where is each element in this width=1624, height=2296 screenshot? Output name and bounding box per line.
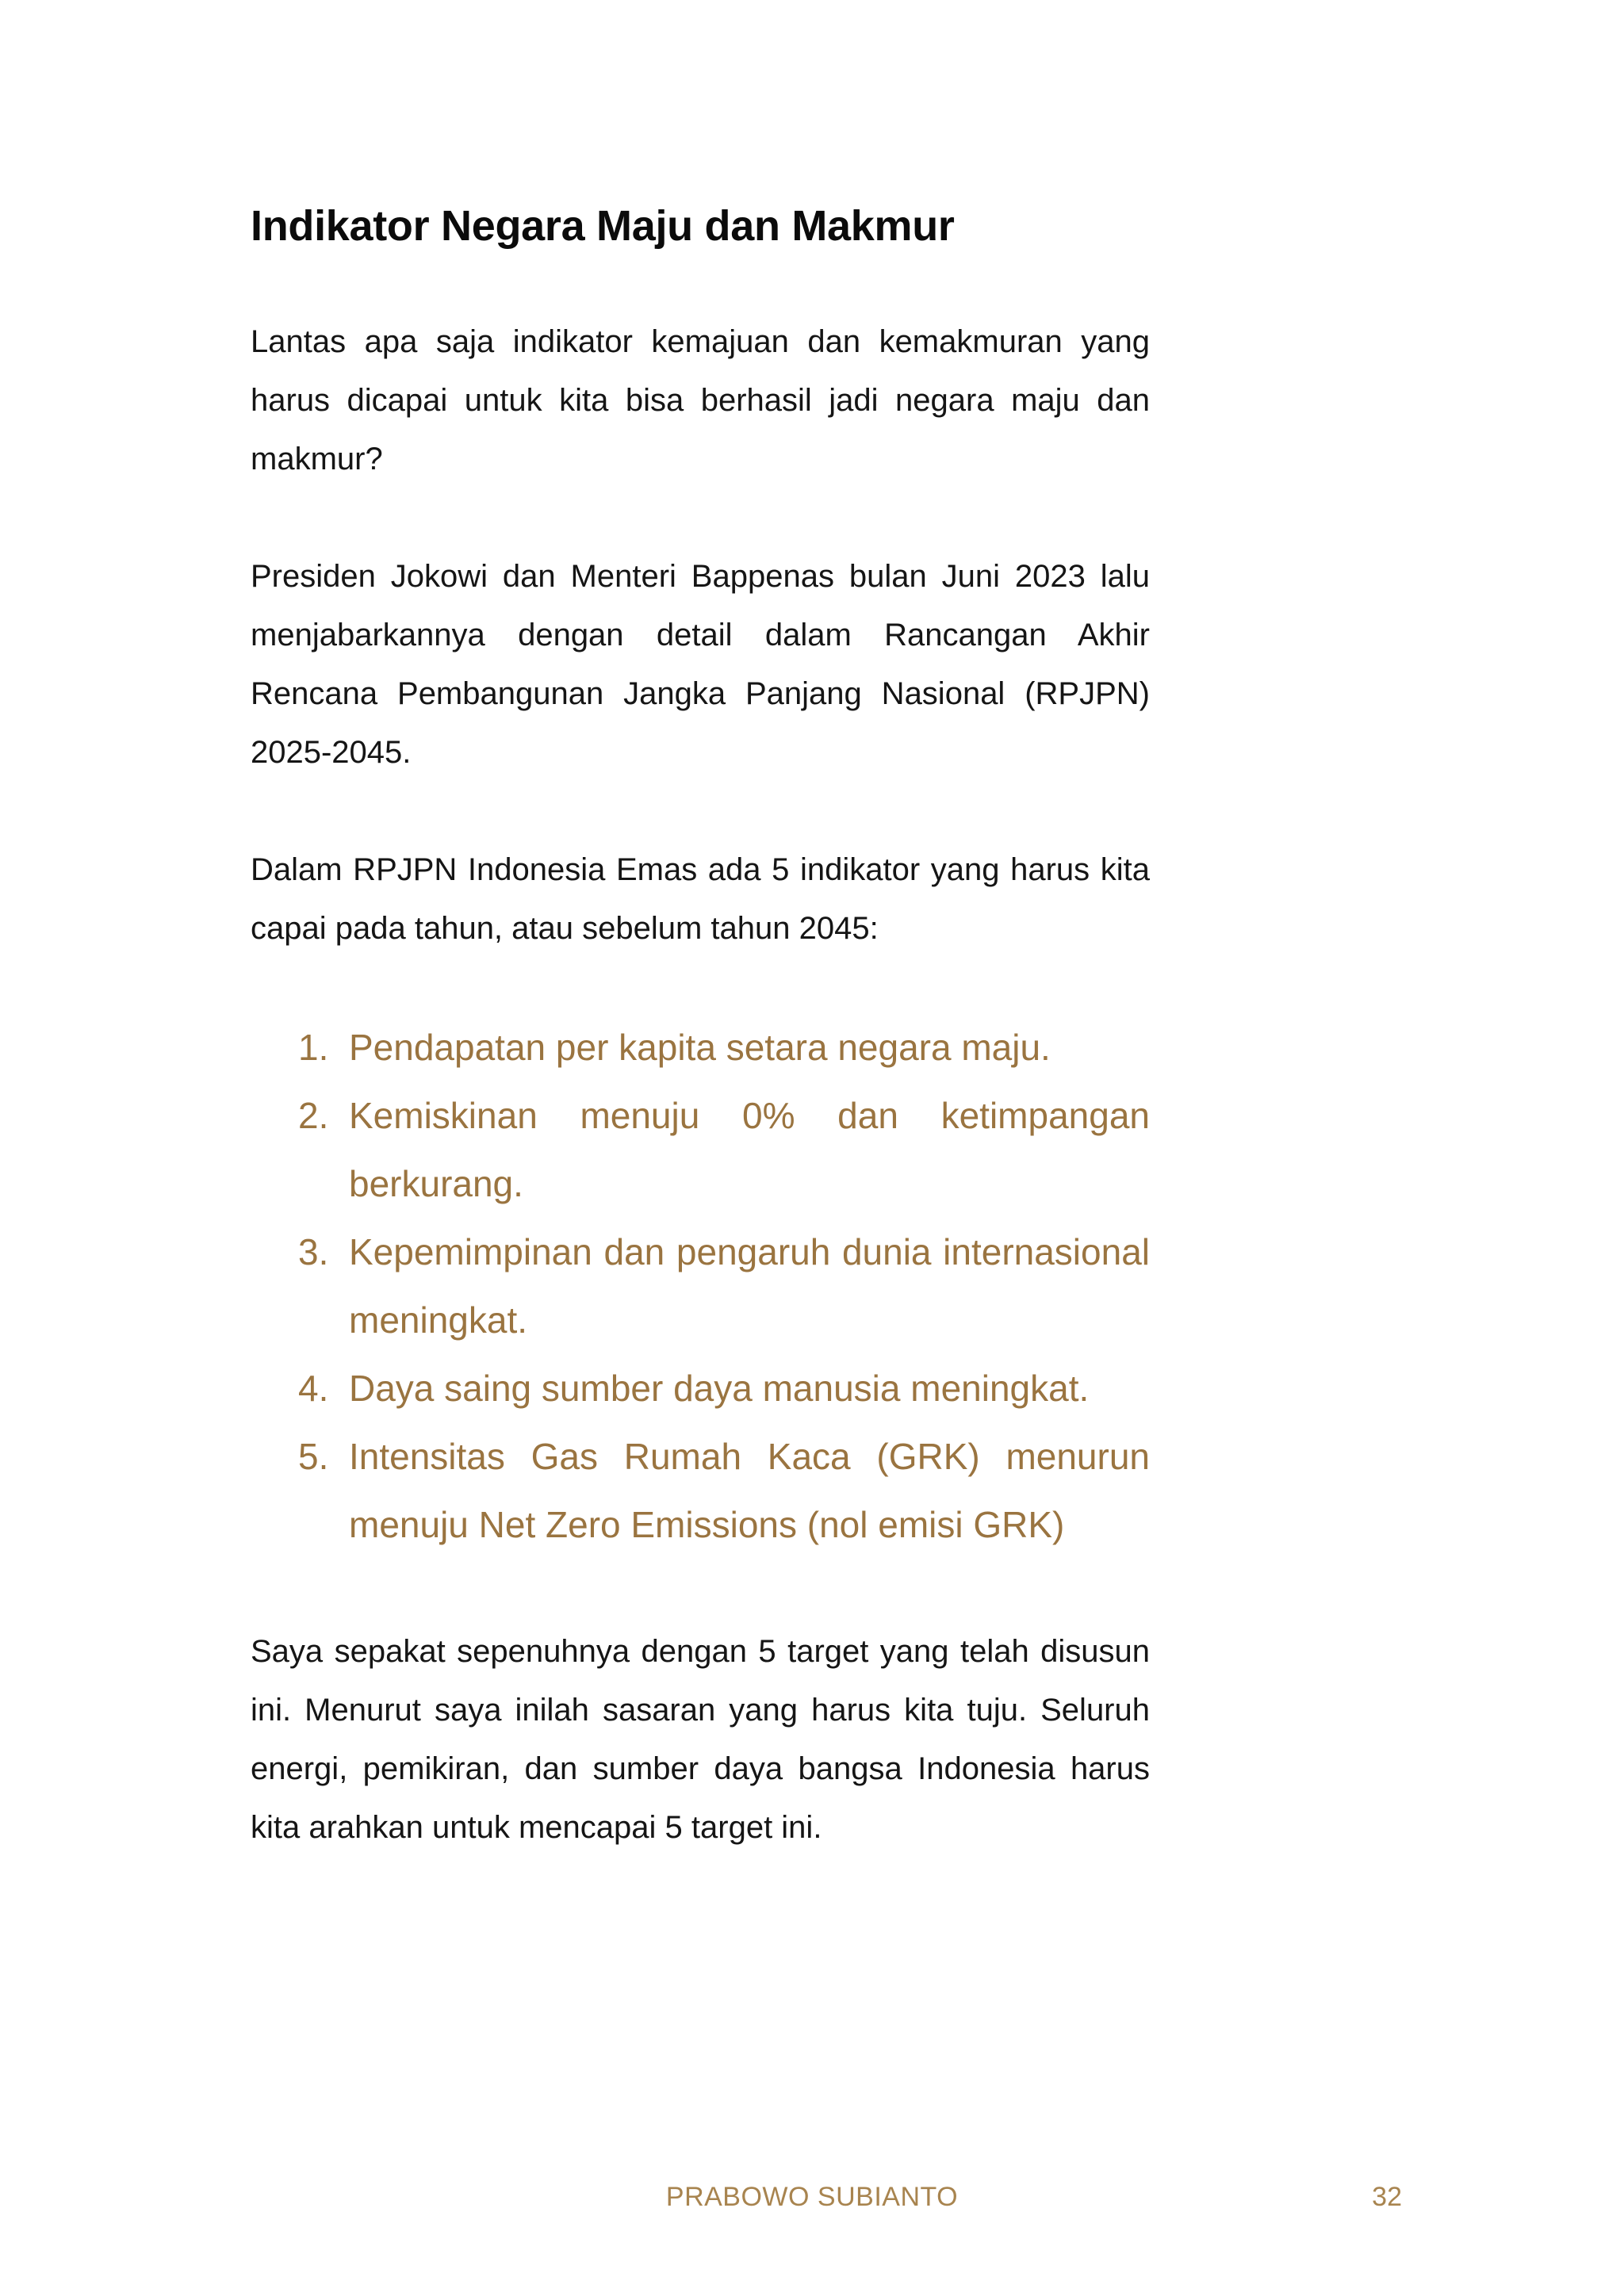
indicator-item-1: [298, 1013, 1150, 1081]
indicator-text: Kepemimpinan dan pengaruh dunia internasional meningkat.: [349, 1231, 1150, 1341]
indicator-item-3: [298, 1218, 1150, 1354]
indicator-number: 1.: [298, 1027, 329, 1068]
page-number: 32: [1372, 2182, 1402, 2212]
indicator-number: 2.: [298, 1095, 329, 1136]
rpjpn-paragraph: Presiden Jokowi dan Menteri Bappenas bulan Juni 2023 lalu menjabarkannya dengan detail dalam Rancangan Akhir Rencana Pembangunan Jangka Panjang Nasional (RPJPN) 2025-2045.: [251, 559, 1150, 770]
indicator-number: 3.: [298, 1231, 329, 1272]
indicator-number: 4.: [298, 1368, 329, 1409]
indicator-item-5: [298, 1422, 1150, 1559]
indicator-list: [298, 1013, 1150, 1559]
indicator-text: Pendapatan per kapita setara negara maju.: [349, 1027, 1051, 1068]
indicator-text: Intensitas Gas Rumah Kaca (GRK) menurun menuju Net Zero Emissions (nol emisi GRK): [349, 1436, 1150, 1545]
indicator-item-4: [298, 1354, 1150, 1422]
intro-paragraph: Lantas apa saja indikator kemajuan dan kemakmuran yang harus dicapai untuk kita bisa berhasil jadi negara maju dan makmur?: [251, 324, 1150, 476]
indicator-text: Daya saing sumber daya manusia meningkat.: [349, 1368, 1090, 1409]
footer-author: PRABOWO SUBIANTO: [665, 2182, 959, 2212]
indicator-number: 5.: [298, 1436, 329, 1477]
indicator-text: Kemiskinan menuju 0% dan ketimpangan berkurang.: [349, 1095, 1150, 1204]
closing-paragraph: Saya sepakat sepenuhnya dengan 5 target yang telah disusun ini. Menurut saya inilah sasaran yang harus kita tuju. Seluruh energi, pemikiran, dan sumber daya bangsa Indonesia harus kita arahkan untuk mencapai 5 target ini.: [251, 1634, 1150, 1845]
section-heading: Indikator Negara Maju dan Makmur: [251, 202, 955, 250]
indicator-item-2: [298, 1081, 1150, 1218]
lead-in-paragraph: Dalam RPJPN Indonesia Emas ada 5 indikator yang harus kita capai pada tahun, atau sebelum tahun 2045:: [251, 852, 1150, 946]
